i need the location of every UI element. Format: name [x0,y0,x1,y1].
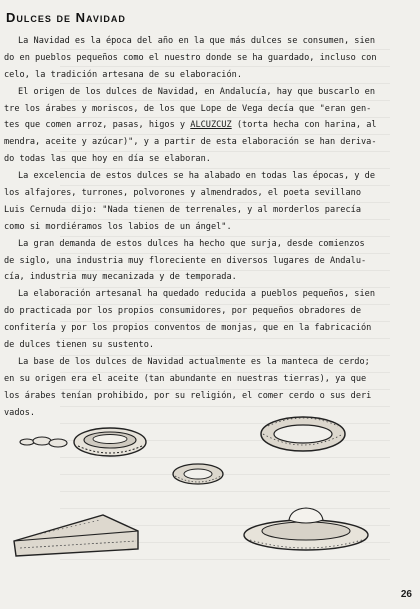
text-line: en su origen era el aceite (tan abundante en nuestras tierras), ya que [4,373,367,384]
text-line: celo, la tradición artesana de su elaboración. [4,69,242,80]
text-line: El origen de los dulces de Navidad, en Andalucía, hay que buscarlo en [18,86,375,97]
text-line: La base de los dulces de Navidad actualmente es la manteca de cerdo; [18,356,370,367]
text-line: tre los árabes y moriscos, de los que Lope de Vega decía que "eran gen- [4,103,372,114]
page-title: Dulces de Navidad [6,10,126,25]
text-line: La excelencia de estos dulces se ha alabado en todas las épocas, y de [18,171,375,182]
text-line: cía, industria muy mecanizada y de temporada. [4,272,237,283]
text-line: los alfajores, turrones, polvorones y almendrados, el poeta sevillano [4,188,361,199]
turron-slice-drawing [14,515,138,556]
text-line: de dulces tienen su sustento. [4,340,155,351]
rosca-pastry-drawing [74,428,146,456]
text-line: La Navidad es la época del año en la que más dulces se consumen, sien [18,36,375,46]
text-line: tes que comen arroz, pasas, higos y ALCUZCUZ (torta hecha con harina, al [4,120,377,131]
rosco-ring-drawing [261,417,345,451]
text-line: confitería y por los propios conventos de monjas, que en la fabricación [4,323,372,334]
text-line: do en pueblos pequeños como el nuestro donde se ha guardado, incluso con [4,52,377,63]
text-line: La gran demanda de estos dulces ha hecho que surja, desde comienzos [18,238,365,249]
text-line: La elaboración artesanal ha quedado reducida a pueblos pequeños, sien [18,289,375,300]
text-line: de siglo, una industria muy floreciente en diversos lugares de Andalu- [4,255,367,266]
text-line: do todas las que hoy en día se elaboran. [4,154,211,165]
page-number: 26 [400,589,412,600]
plated-torta-drawing [244,508,368,550]
text-line: los árabes tenían prohibido, por su religión, el comer cerdo o sus deri [4,390,372,401]
text-line: Luis Cernuda dijo: "Nada tienen de terrenales, y al morderlos parecía [4,204,361,215]
alcuzcuz-term: ALCUZCUZ [190,120,232,131]
text-line: como si mordiéramos los labios de un ángel". [4,221,232,232]
small-cookies-drawing [20,437,67,447]
small-ring-drawing [173,464,223,484]
text-line: do practicada por los propios consumidores, por pequeños obradores de [4,306,361,317]
text-line: mendra, aceite y azúcar)", y a partir de esta elaboración se han deriva- [4,137,377,148]
text-line: vados. [4,407,36,418]
